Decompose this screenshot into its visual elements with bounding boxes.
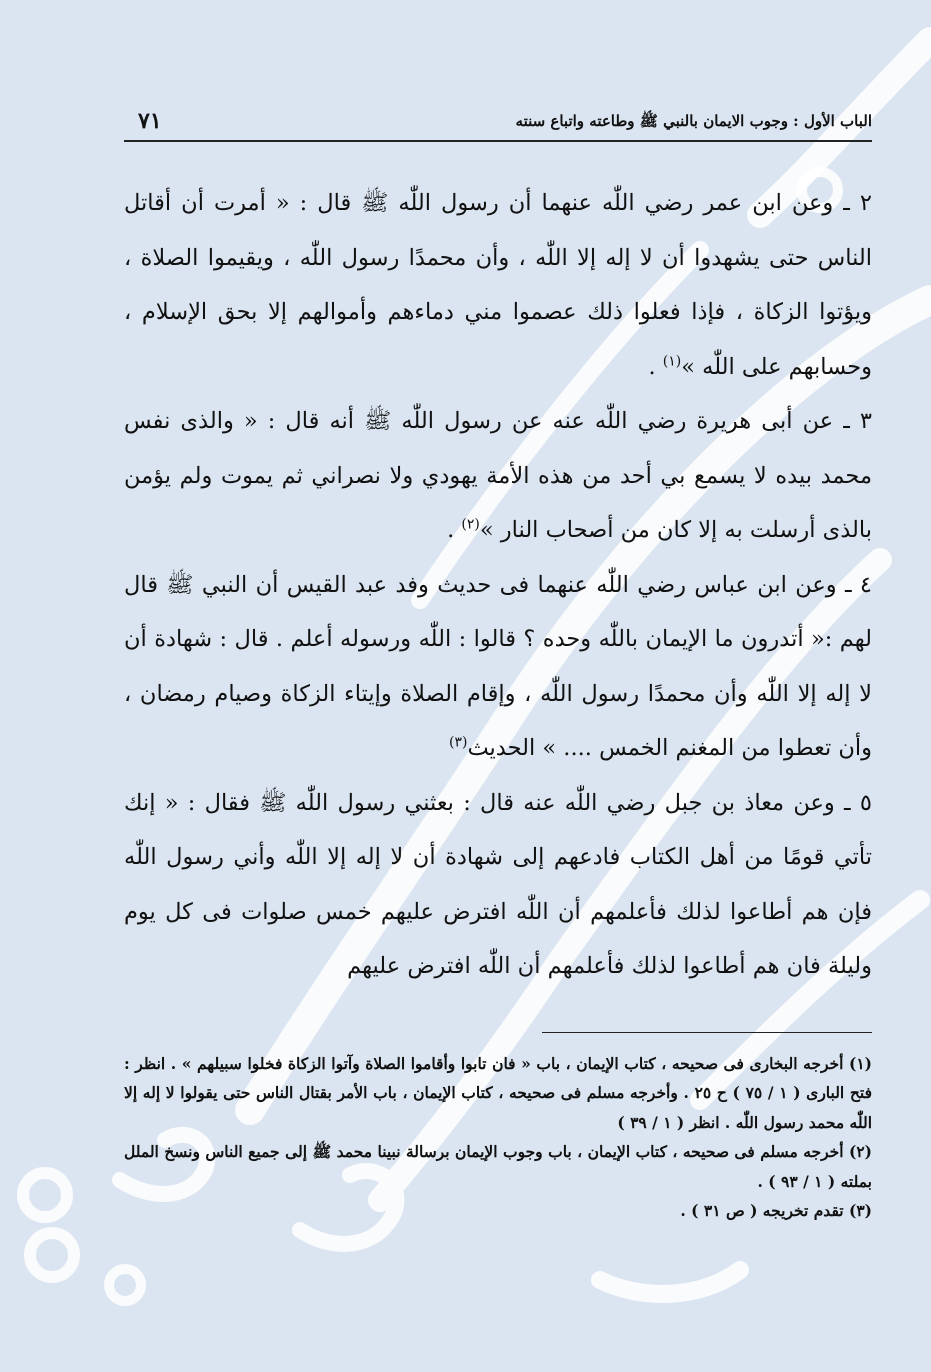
footnote-ref-3[interactable]: (٣) (448, 734, 468, 751)
main-text (124, 176, 872, 994)
chapter-title: الباب الأول : وجوب الايمان بالنبي ﷺ وطاعته واتباع سنته (515, 112, 872, 130)
footnotes (124, 1049, 872, 1226)
paragraph-hadith-2: ٢ ـ وعن ابن عمر رضي اللّٰه عنهما أن رسول اللّٰه ﷺ قال : « أمرت أن أقاتل الناس حتى يشهدوا أن لا إله إلا اللّٰه ، وأن محمدًا رسول اللّٰه ، ويقيموا الصلاة ، ويؤتوا الزكاة ، فإذا فعلوا ذلك عصموا مني دماءهم وأموالهم إلا بحق الإسلام ، وحسابهم على اللّٰه »$^{(١)}$ . (124, 190, 872, 380)
footnote-ref-1[interactable]: (١) (662, 353, 682, 369)
footnote-divider (542, 1032, 872, 1033)
paragraph-hadith-4: ٤ ـ وعن ابن عباس رضي اللّٰه عنهما فى حديث وفد عبد القيس أن النبي ﷺ قال لهم :« أتدرون ما الإيمان باللّٰه وحده ؟ قالوا : اللّٰه ورسوله أعلم . قال : شهادة أن لا إله إلا اللّٰه وأن محمدًا رسول اللّٰه ، وإقام الصلاة وإيتاء الزكاة وصيام رمضان ، وأن تعطوا من المغنم الخمس .... » الحديث$^{(٣)}$ (124, 571, 872, 761)
running-header (124, 100, 872, 142)
footnote-2: (٢) أخرجه مسلم فى صحيحه ، كتاب الإيمان ، باب وجوب الإيمان برسالة نبينا محمد ﷺ إلى جميع الناس ونسخ الملل بملته ( ١ / ٩٣ ) . (124, 1142, 872, 1191)
footnote-ref-2[interactable]: (٢) (461, 516, 480, 533)
book-page (124, 100, 872, 1226)
page-number: ٧١ (138, 108, 162, 134)
footnote-1: (١) أخرجه البخارى فى صحيحه ، كتاب الإيمان ، باب « فان تابوا وأقاموا الصلاة وآتوا الزكاة فخلوا سبيلهم » . انظر : فتح البارى ( ١ / ٧٥ ) ح ٢٥ . وأخرجه مسلم فى صحيحه ، كتاب الإيمان ، باب الأمر بقتال الناس حتى يقولوا لا إله إلا اللّٰه محمد رسول اللّٰه . انظر ( ١ / ٣٩ ) (124, 1053, 872, 1132)
footnote-3: (٣) تقدم تخريجه ( ص ٣١ ) . (680, 1201, 872, 1220)
paragraph-hadith-3: ٣ ـ عن أبى هريرة رضي اللّٰه عنه عن رسول اللّٰه ﷺ أنه قال : « والذى نفس محمد بيده لا يسمع بي أحد من هذه الأمة يهودي ولا نصراني ثم يموت ولم يؤمن بالذى أرسلت به إلا كان من أصحاب النار »$^{(٢)}$ . (124, 408, 872, 543)
paragraph-hadith-5: ٥ ـ وعن معاذ بن جبل رضي اللّٰه عنه قال : بعثني رسول اللّٰه ﷺ فقال : « إنك تأتي قومًا من أهل الكتاب فادعهم إلى شهادة أن لا إله إلا اللّٰه وأني رسول اللّٰه فإن هم أطاعوا لذلك فأعلمهم أن اللّٰه افترض عليهم خمس صلوات فى كل يوم وليلة فان هم أطاعوا لذلك فأعلمهم أن اللّٰه افترض عليهم (124, 789, 872, 979)
